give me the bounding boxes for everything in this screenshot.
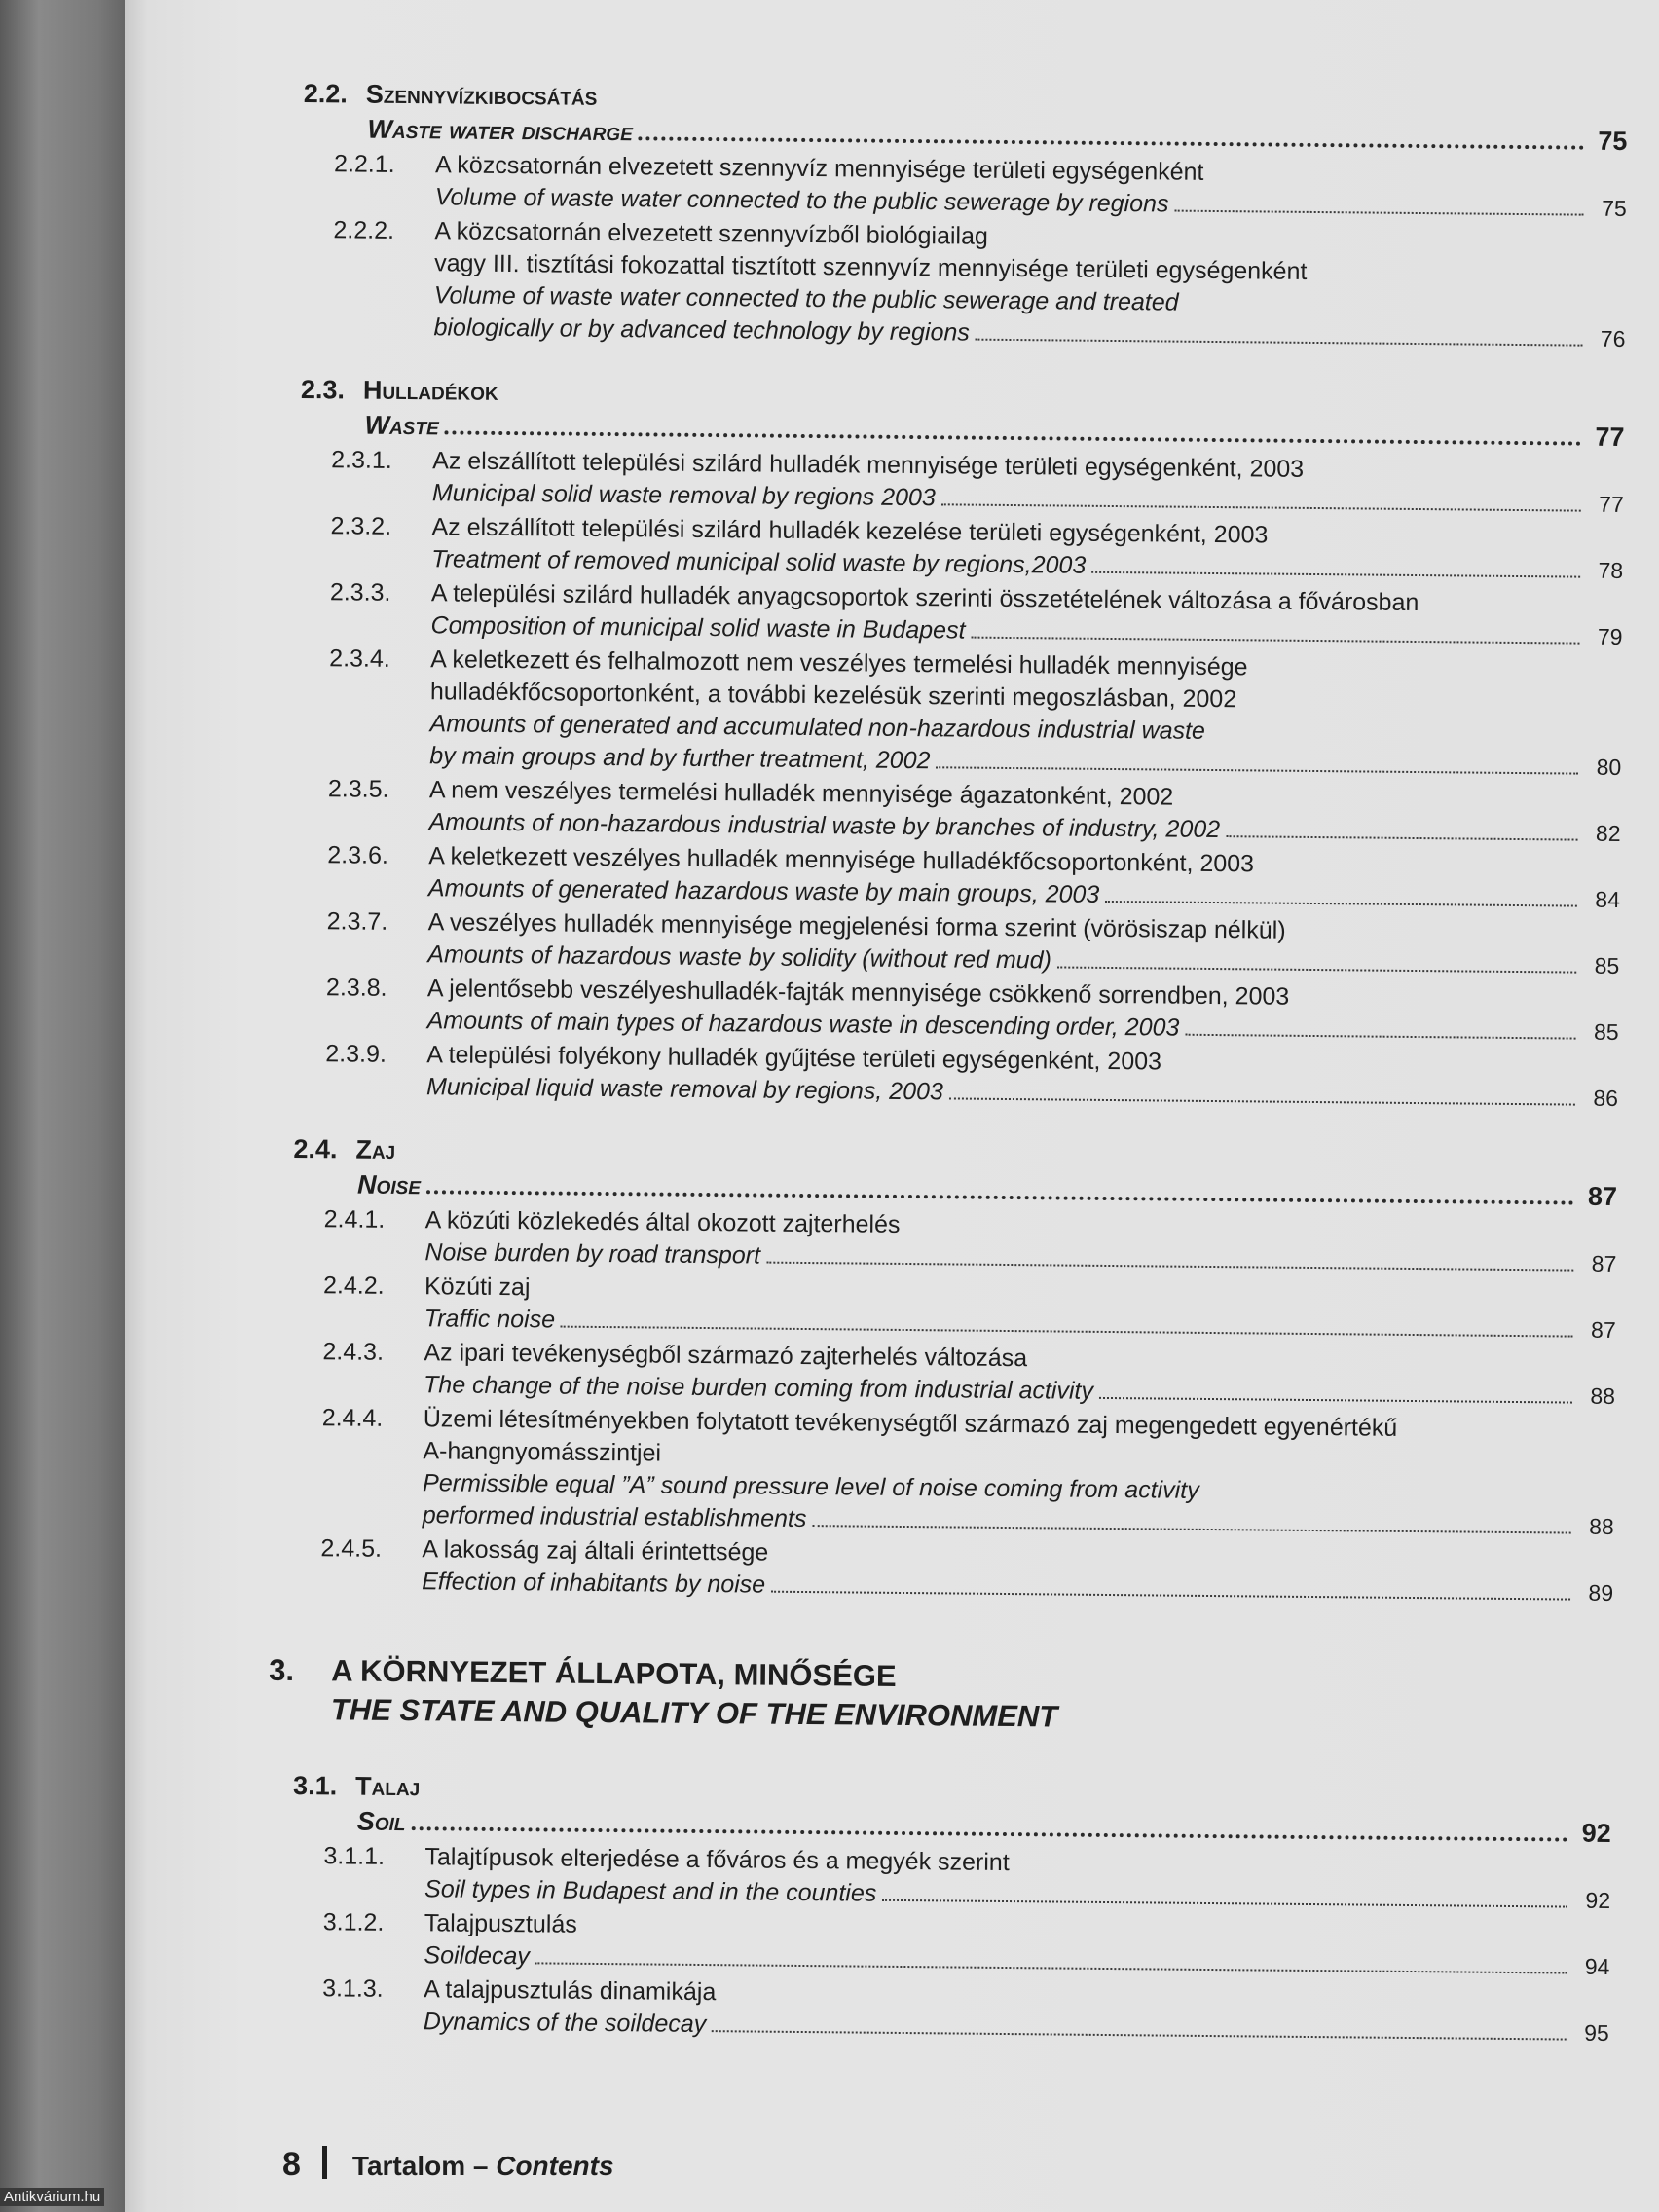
dot-leader <box>941 503 1581 511</box>
toc-entry[interactable] <box>300 444 1625 521</box>
dot-leader <box>1174 210 1583 216</box>
toc-section <box>291 1768 1612 2049</box>
section-page-number: 75 <box>1598 126 1628 157</box>
toc-section <box>301 76 1628 355</box>
dot-leader <box>771 1591 1570 1601</box>
dot-leader <box>411 1826 1567 1841</box>
entry-title-hu: A lakosság zaj általi érintettsége <box>422 1535 769 1567</box>
entry-title-en: Volume of waste water connected to the public sewerage and treated <box>433 281 1179 316</box>
section-page-number: 77 <box>1595 422 1625 453</box>
entry-page-number: 85 <box>1593 1018 1619 1046</box>
dot-leader <box>882 1899 1567 1908</box>
entry-page-number: 87 <box>1590 1316 1616 1343</box>
entry-page-number: 88 <box>1590 1382 1616 1409</box>
toc-entry[interactable] <box>296 773 1621 850</box>
section-title-en: Waste water discharge <box>367 114 633 147</box>
entry-number: 2.4.1. <box>323 1205 386 1234</box>
entry-title-hu: Közúti zaj <box>424 1272 531 1302</box>
page-footer <box>282 2142 614 2184</box>
entry-title-hu: Talajtípusok elterjedése a főváros és a megyék szerint <box>424 1843 1010 1877</box>
section-number: 2.3. <box>300 374 346 405</box>
entry-title-en: by main groups and by further treatment, 2002 <box>429 742 931 775</box>
entry-title-hu: A települési szilárd hulladék anyagcsoportok szerinti összetételének változása a fővárosban <box>430 579 1419 617</box>
section-title-hu: Szennyvízkibocsátás <box>365 79 598 111</box>
entry-title-en: Municipal liquid waste removal by regions, 2003 <box>425 1073 943 1106</box>
entry-title-en: Soil types in Budapest and in the counties <box>424 1875 877 1907</box>
toc-entry[interactable] <box>297 643 1622 784</box>
section-page-number: 92 <box>1581 1818 1611 1848</box>
entry-title-hu: A települési folyékony hulladék gyűjtése területi egységenként, 2003 <box>426 1041 1162 1076</box>
entry-title-hu: hulladékfőcsoportonként, a további kezelésük szerinti megoszlásban, 2002 <box>429 678 1237 714</box>
entry-title-en: The change of the noise burden coming from industrial activity <box>423 1371 1094 1405</box>
dot-leader <box>426 1190 1574 1204</box>
toc-entry[interactable] <box>291 1906 1610 1983</box>
dot-leader <box>712 2030 1567 2040</box>
watermark-text: Antikvárium.hu <box>0 2188 104 2206</box>
entry-page-number: 75 <box>1602 195 1627 222</box>
entry-number: 2.3.4. <box>329 645 390 673</box>
entry-title-en: Composition of municipal solid waste in Budapest <box>430 611 966 645</box>
section-number: 2.2. <box>303 78 349 109</box>
entry-page-number: 94 <box>1584 1953 1610 1979</box>
entry-number: 2.4.3. <box>322 1338 385 1366</box>
dot-leader <box>1185 1034 1575 1040</box>
entry-page-number: 84 <box>1595 886 1621 913</box>
dot-leader <box>445 430 1582 445</box>
toc-section <box>289 1131 1618 1609</box>
entry-title-hu: A veszélyes hulladék mennyisége megjelenési forma szerint (vörösiszap nélkül) <box>427 908 1286 944</box>
section-number: 2.4. <box>293 1133 338 1164</box>
toc-entry[interactable] <box>291 1336 1616 1413</box>
entry-number: 2.4.4. <box>321 1404 384 1432</box>
entry-title-en: Municipal solid waste removal by regions 2003 <box>431 479 936 512</box>
entry-title-hu: Az ipari tevékenységből származó zajterhelés változása <box>424 1339 1028 1373</box>
entry-title-en: Noise burden by road transport <box>424 1238 761 1270</box>
dot-leader <box>1226 835 1578 840</box>
chapter-heading <box>269 1651 1613 1742</box>
entry-title-hu: vagy III. tisztítási fokozattal tisztított szennyvíz mennyisége területi egységenként <box>434 249 1308 285</box>
footer-divider <box>322 2146 327 2179</box>
toc-entry[interactable] <box>295 972 1620 1049</box>
entry-page-number: 86 <box>1593 1085 1619 1112</box>
entry-title-en: Volume of waste water connected to the public sewerage by regions <box>434 183 1169 218</box>
table-of-contents <box>269 76 1628 2049</box>
chapter-title-hu: A KÖRNYEZET ÁLLAPOTA, MINŐSÉGE <box>331 1653 897 1693</box>
entry-title-hu: A közcsatornán elvezetett szennyvíz mennyisége területi egységenként <box>434 151 1204 186</box>
toc-entry[interactable] <box>292 1203 1617 1280</box>
section-title-en: Soil <box>356 1806 406 1837</box>
section-title-hu: Hulladékok <box>362 375 498 406</box>
entry-title-hu: Talajpusztulás <box>424 1909 577 1938</box>
entry-title-en: Amounts of generated hazardous waste by main groups, 2003 <box>427 874 1100 908</box>
entry-title-hu: A jelentősebb veszélyeshulladék-fajták mennyisége csökkenő sorrendben, 2003 <box>426 975 1290 1011</box>
entry-page-number: 87 <box>1591 1250 1617 1276</box>
entry-number: 2.4.5. <box>320 1534 383 1563</box>
entry-title-en: Amounts of generated and accumulated non-hazardous industrial waste <box>429 710 1206 745</box>
dot-leader <box>936 766 1578 774</box>
toc-entry[interactable] <box>303 148 1628 225</box>
toc-entry[interactable] <box>299 510 1624 587</box>
toc-entry[interactable] <box>298 576 1623 653</box>
entry-title-en: performed industrial establishments <box>422 1501 807 1533</box>
entry-number: 2.4.2. <box>322 1272 385 1300</box>
entry-title-en: Amounts of non-hazardous industrial waste by branches of industry, 2002 <box>428 808 1221 844</box>
entry-title-hu: A nem veszélyes termelési hulladék mennyisége ágazatonként, 2002 <box>428 776 1174 811</box>
section-title-en: Waste <box>364 410 439 441</box>
toc-entry[interactable] <box>292 1270 1617 1346</box>
entry-number: 2.3.2. <box>330 512 392 540</box>
entry-page-number: 78 <box>1598 557 1624 584</box>
dot-leader <box>1091 571 1580 578</box>
entry-page-number: 80 <box>1596 754 1622 781</box>
entry-page-number: 89 <box>1588 1579 1614 1605</box>
entry-title-en: Treatment of removed municipal solid waste by regions,2003 <box>431 545 1087 579</box>
entry-number: 3.1.2. <box>322 1908 385 1936</box>
entry-title-hu: Üzemi létesítményekben folytatott tevékenységtől származó zaj megengedett egyenértékű <box>423 1405 1398 1442</box>
entry-page-number: 76 <box>1600 325 1626 352</box>
dot-leader <box>971 637 1579 645</box>
toc-entry[interactable] <box>290 1402 1615 1543</box>
entry-page-number: 79 <box>1597 623 1623 650</box>
entry-number: 2.3.7. <box>326 907 388 936</box>
entry-number: 2.3.3. <box>329 578 391 607</box>
entry-title-hu: Az elszállított települési szilárd hulladék mennyisége területi egységenként, 2003 <box>432 447 1305 483</box>
entry-number: 3.1.1. <box>323 1842 386 1870</box>
entry-number: 2.3.1. <box>331 446 392 474</box>
entry-title-hu: A-hangnyomásszintjei <box>423 1437 662 1467</box>
section-title-hu: Zaj <box>355 1134 396 1164</box>
entry-title-hu: A keletkezett veszélyes hulladék mennyisége hulladékfőcsoportonként, 2003 <box>428 842 1255 878</box>
entry-number: 3.1.3. <box>322 1974 384 2003</box>
dot-leader <box>1099 1397 1572 1404</box>
dot-leader <box>561 1326 1573 1338</box>
toc-entry[interactable] <box>296 839 1621 916</box>
dot-leader <box>812 1525 1570 1533</box>
entry-title-en: Dynamics of the soildecay <box>423 2008 707 2039</box>
entry-number: 2.2.2. <box>333 216 395 244</box>
section-title-en: Noise <box>356 1169 422 1200</box>
entry-number: 2.3.6. <box>327 841 389 869</box>
entry-title-hu: Az elszállított települési szilárd hulladék kezelése területi egységenként, 2003 <box>431 513 1269 549</box>
entry-title-en: Permissible equal ”A” sound pressure level of noise coming from activity <box>422 1469 1199 1504</box>
toc-entry[interactable] <box>291 1972 1610 2049</box>
running-title: Tartalom – Contents <box>351 2151 614 2181</box>
chapter-number: 3. <box>269 1652 295 1687</box>
entry-page-number: 77 <box>1599 491 1624 518</box>
entry-title-hu: A közúti közlekedés által okozott zajterhelés <box>424 1206 901 1238</box>
dot-leader <box>639 136 1585 149</box>
section-title-hu: Talaj <box>354 1771 421 1802</box>
toc-entry[interactable] <box>295 905 1620 982</box>
dot-leader <box>949 1097 1575 1105</box>
dot-leader <box>535 1962 1567 1973</box>
entry-page-number: 95 <box>1584 2019 1609 2046</box>
toc-entry[interactable] <box>292 1840 1611 1917</box>
dot-leader <box>1057 966 1576 973</box>
entry-page-number: 85 <box>1594 952 1620 979</box>
toc-entry[interactable] <box>301 214 1626 355</box>
entry-title-en: biologically or by advanced technology by regions <box>433 313 970 347</box>
entry-page-number: 82 <box>1595 820 1621 847</box>
entry-page-number: 92 <box>1585 1887 1611 1913</box>
entry-title-hu: A közcsatornán elvezetett szennyvízből biológiailag <box>434 217 988 250</box>
entry-title-en: Soildecay <box>424 1941 531 1971</box>
entry-title-hu: A keletkezett és felhalmozott nem veszélyes termelési hulladék mennyisége <box>430 645 1248 682</box>
entry-title-hu: A talajpusztulás dinamikája <box>424 1975 717 2007</box>
dot-leader <box>1105 901 1577 907</box>
page-number: 8 <box>282 2146 301 2183</box>
section-number: 3.1. <box>292 1770 338 1801</box>
entry-number: 2.2.1. <box>334 150 395 178</box>
toc-entry[interactable] <box>289 1532 1614 1609</box>
chapter-title-en: THE STATE AND QUALITY OF THE ENVIRONMENT <box>330 1692 1058 1734</box>
entry-number: 2.3.9. <box>325 1040 387 1068</box>
section-page-number: 87 <box>1587 1181 1618 1212</box>
entry-number: 2.3.8. <box>325 974 387 1002</box>
dot-leader <box>766 1262 1573 1272</box>
toc-entry[interactable] <box>294 1038 1619 1115</box>
dot-leader <box>976 339 1583 347</box>
toc-section <box>294 372 1625 1115</box>
entry-title-en: Effection of inhabitants by noise <box>422 1567 766 1599</box>
entry-title-en: Amounts of main types of hazardous waste in descending order, 2003 <box>426 1007 1180 1042</box>
entry-title-en: Traffic noise <box>424 1305 556 1334</box>
entry-page-number: 88 <box>1589 1513 1614 1539</box>
entry-title-en: Amounts of hazardous waste by solidity (without red mud) <box>427 940 1052 975</box>
entry-number: 2.3.5. <box>327 775 389 803</box>
